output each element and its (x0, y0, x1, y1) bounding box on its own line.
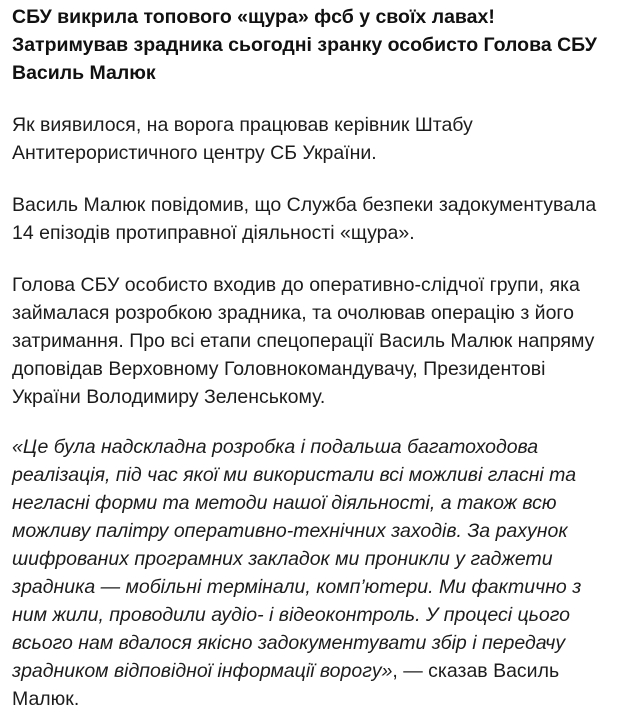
post-title: СБУ викрила топового «щура» фсб у своїх лавах! Затримував зрадника сьогодні зранку особисто Голова СБУ Василь Малюк (12, 6, 597, 84)
paragraph-3: Голова СБУ особисто входив до оперативно-слідчої групи, яка займалася розробкою зрадника, та очолював операцію з його затримання. Про всі етапи спецоперації Василь Малюк напряму доповідав Верховному Головнокомандувачу, Президентові України Володимиру Зеленському. (12, 274, 595, 408)
paragraph-1: Як виявилося, на ворога працював керівник Штабу Антитерористичного центру СБ України. (12, 114, 473, 164)
paragraph-2: Василь Малюк повідомив, що Служба безпеки задокументувала 14 епізодів протиправної діяльності «щура». (12, 194, 597, 244)
quote-paragraph (12, 433, 616, 713)
quote-attribution: , — сказав Василь Малюк. (12, 660, 560, 710)
quote-text: «Це була надскладна розробка і подальша багатоходова реалізація, під час якої ми використали всі можливі гласні та негласні форми та методи нашої діяльності, а також всю можливу палітру оперативно-технічних заходів. За рахунок шифрованих програмних закладок ми проникли у гаджети зрадника — мобільні термінали, комп’ютери. Ми фактично з ним жили, проводили аудіо- і відеоконтроль. У процесі цього всього нам вдалося якісно задокументувати збір і передачу зрадником відповідної інформації ворогу» (12, 436, 582, 682)
